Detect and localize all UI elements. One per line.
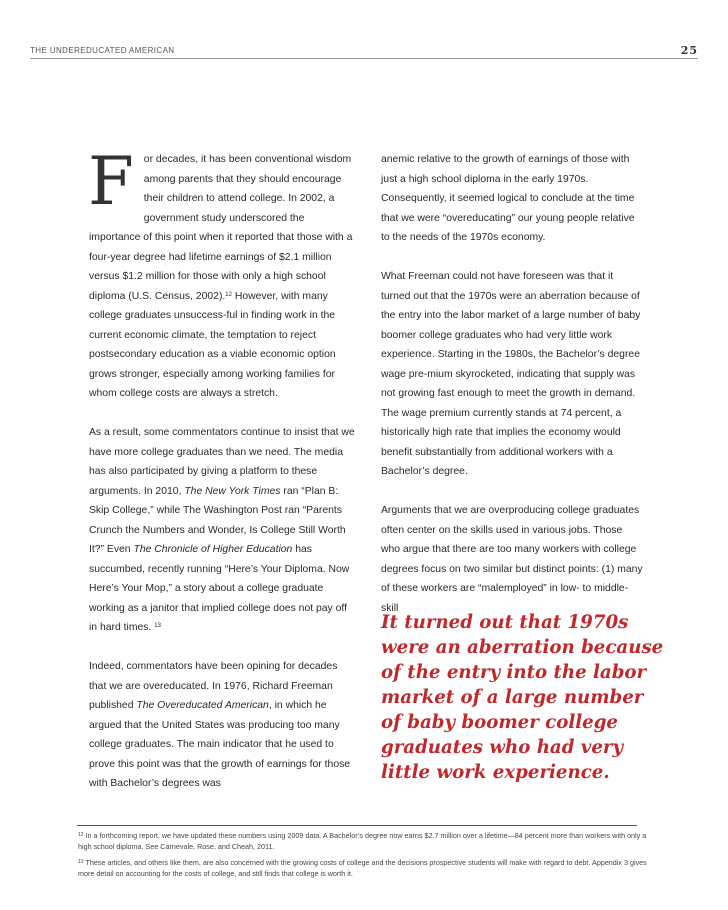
footnote-divider [77, 825, 637, 826]
media-text-b: ran “Plan B: Skip College,” while The Washington Post ran “Parents Crunch the Numbers and Wonder, Is College Still Worth It?” Even [89, 485, 346, 555]
footnote-number: 12 [78, 832, 84, 838]
paragraph-media [89, 423, 357, 638]
footnote-12 [78, 830, 648, 852]
intro-lead: or decades, it has been conventional wisdom among parents that they should encourage their children to attend college. In 2002, a government study underscored the importance of this point when it reported that those with a four-year degree had lifetime earnings of $2.1 million versus $1.2 million for those with only a high school diploma (U.S. Census, 2002). [89, 154, 353, 302]
freeman-text-a: Indeed, commentators have been opining for decades that we are overeducated. In 1976, Richard Freeman published [89, 661, 338, 711]
paragraph-aberration: What Freeman could not have foreseen was that it turned out that the 1970s were an aberration because of the entry into the labor market of a large number of baby boomer college graduates who had very little work experience. Starting in the 1980s, the Bachelor’s degree wage pre-mium skyrocketed, indicating that supply was not growing fast enough to meet the growth in demand. The wage premium currently stands at 74 percent, a historically high rate that implies the economy would benefit substantially from additional workers with a Bachelor’s degree. [381, 271, 641, 477]
media-text-a: As a result, some commentators continue to insist that we have more college graduates than we need. The media has also participated by giving a platform to these arguments. In 2010, [89, 427, 355, 497]
footnotes [78, 830, 648, 884]
footnote-text: These articles, and others like them, are also concerned with the growing costs of college and the decisions prospective students will make with regard to debt. Appendix 3 gives more detail on accounting for the costs of college, and still finds that college is worth it. [78, 858, 647, 878]
pull-quote: It turned out that 1970s were an aberration because of the entry into the labor market of a large number of baby boomer college graduates who had very little work experience. [381, 612, 664, 783]
chronicle-title: The Chronicle of Higher Education [133, 544, 293, 555]
header-divider [30, 58, 698, 59]
footnote-text: In a forthcoming report, we have updated these numbers using 2009 data. A Bachelor’s degree now earns $2.7 million over a lifetime—84 percent more than workers with only a high school diploma. See Carnevale, Rose, and Cheah, 2011. [78, 831, 647, 851]
book-title: The Overeducated American [136, 700, 269, 711]
freeman-text-b: , in which he argued that the United States was producing too many college graduates. The main indicator that he used to prove this point was that the growth of earnings for those with Bachelor’s degrees was [89, 700, 351, 789]
right-column [381, 150, 643, 618]
footnote-13 [78, 857, 648, 879]
paragraph-freeman [89, 657, 357, 794]
drop-cap: F [88, 143, 134, 220]
footnote-ref-13: 13 [154, 623, 161, 629]
footnote-number: 13 [78, 859, 84, 865]
page-header [30, 44, 698, 58]
nyt-title: The New York Times [184, 485, 281, 497]
paragraph-intro [88, 143, 357, 404]
media-text-c: has succumbed, recently running “Here’s Your Diploma. Now Here’s Your Mop,” a story about a college graduate working as a janitor that implied college does not pay off in hard times. [89, 544, 350, 633]
paragraph-anemic: anemic relative to the growth of earnings of those with just a high school diploma in the early 1970s. Consequently, it seemed logical to conclude at the time that we were “overeducating” our young people relative to the needs of the 1970s economy. [381, 154, 635, 243]
footnote-ref-12: 12 [225, 291, 232, 298]
paragraph-arguments: Arguments that we are overproducing college graduates often center on the skills used in various jobs. Those who argue that there are too many workers with college degrees focus on two similar but distinct points: (1) many of these workers are “malemployed” in low- to middle-skill [381, 505, 643, 614]
intro-tail: However, with many college graduates unsuccess-ful in finding work in the current economic climate, the temptation to reject postsecondary education as a viable economic option grows stronger, especially among working families for whom college costs are always a stretch. [89, 290, 336, 399]
running-title: THE UNDEREDUCATED AMERICAN [30, 46, 175, 55]
page-number: 25 [680, 44, 698, 57]
left-column [88, 143, 357, 794]
